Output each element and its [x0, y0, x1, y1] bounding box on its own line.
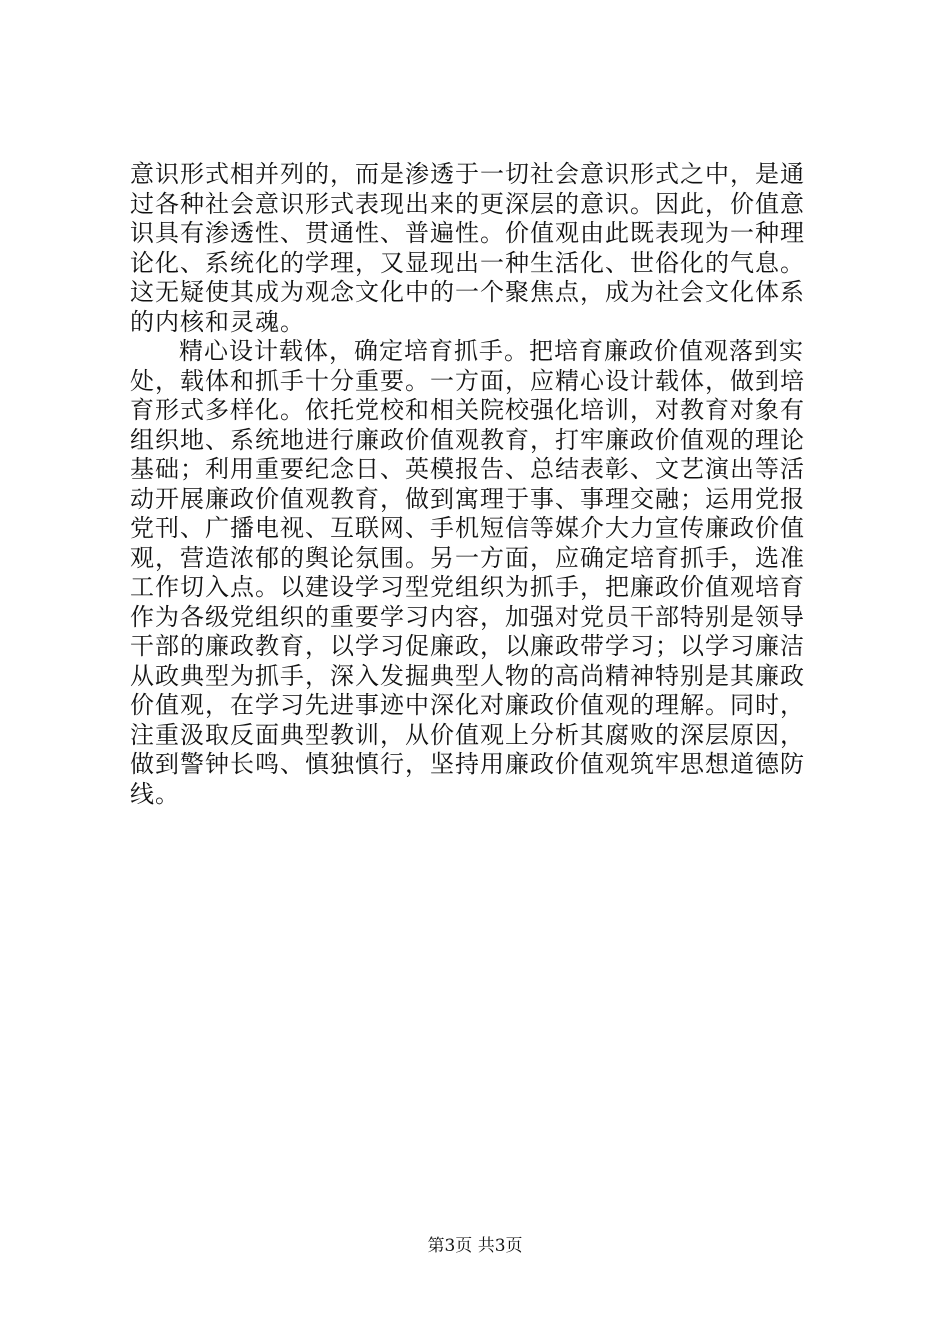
text-line: 观，营造浓郁的舆论氛围。另一方面，应确定培育抓手，选准: [130, 543, 805, 572]
text-line: 党刊、广播电视、互联网、手机短信等媒介大力宣传廉政价值: [130, 514, 805, 542]
text-line: 注重汲取反面典型教训，从价值观上分析其腐败的深层原因，: [130, 720, 805, 749]
text-line: 论化、系统化的学理，又显现出一种生活化、世俗化的气息。: [130, 248, 805, 277]
text-line: 从政典型为抓手，深入发掘典型人物的高尚精神特别是其廉政: [130, 661, 805, 690]
text-line-indented: 精心设计载体，确定培育抓手。把培育廉政价值观落到实: [179, 337, 804, 365]
text-line: 意识形式相并列的，而是渗透于一切社会意识形式之中，是通: [130, 160, 805, 188]
text-line: 识具有渗透性、贯通性、普遍性。价值观由此既表现为一种理: [130, 219, 805, 247]
paragraph-1: [130, 160, 850, 337]
text-line: 基础；利用重要纪念日、英模报告、总结表彰、文艺演出等活: [130, 455, 805, 483]
text-line: 工作切入点。以建设学习型党组织为抓手，把廉政价值观培育: [130, 573, 805, 601]
text-line: 动开展廉政价值观教育，做到寓理于事、事理交融；运用党报: [130, 484, 805, 513]
text-line: 处，载体和抓手十分重要。一方面，应精心设计载体，做到培: [130, 366, 805, 395]
text-line: 育形式多样化。依托党校和相关院校强化培训，对教育对象有: [130, 396, 805, 424]
document-body: [130, 160, 850, 809]
page-number-footer: 第3页 共3页: [427, 1236, 523, 1256]
text-line: 做到警钟长鸣、慎独慎行，坚持用廉政价值观筑牢思想道德防: [130, 750, 805, 778]
text-line: 组织地、系统地进行廉政价值观教育，打牢廉政价值观的理论: [130, 425, 805, 454]
text-line: 过各种社会意识形式表现出来的更深层的意识。因此，价值意: [130, 189, 805, 218]
text-line: 价值观，在学习先进事迹中深化对廉政价值观的理解。同时，: [130, 691, 805, 719]
text-line: 的内核和灵魂。: [130, 307, 305, 336]
text-line: 干部的廉政教育，以学习促廉政，以廉政带学习；以学习廉洁: [130, 632, 805, 660]
text-line: 线。: [130, 779, 180, 808]
text-line: 作为各级党组织的重要学习内容，加强对党员干部特别是领导: [130, 602, 805, 631]
paragraph-2: [130, 337, 850, 809]
text-line: 这无疑使其成为观念文化中的一个聚焦点，成为社会文化体系: [130, 278, 805, 306]
